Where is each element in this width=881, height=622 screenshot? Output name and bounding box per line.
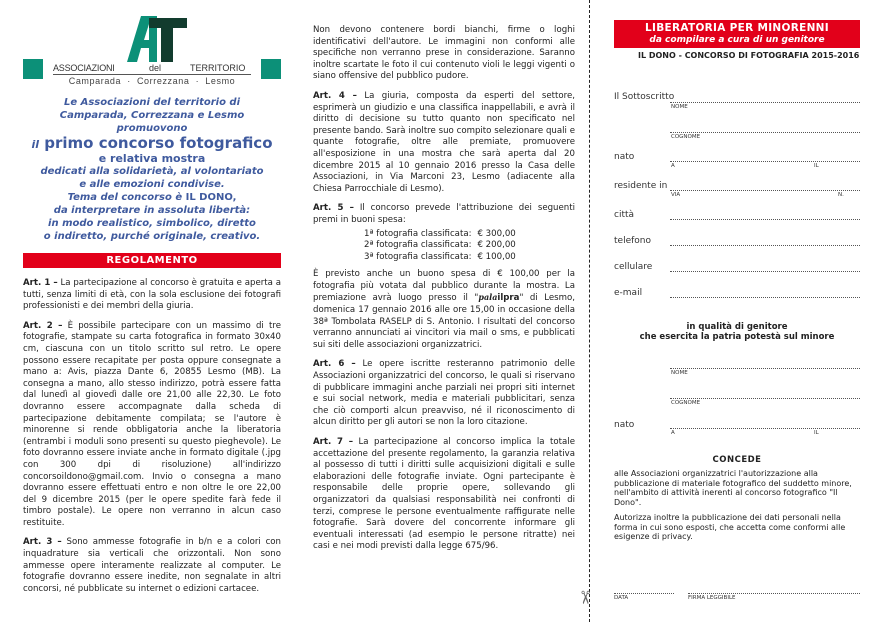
role-line: che esercita la patria potestà sul minore bbox=[639, 332, 835, 342]
article-text: La partecipazione al concorso è gratuita e aperta a tutti, senza limiti di età, con la sola esclusione dei fotografi professionisti e dei membri della giuria. bbox=[23, 278, 281, 312]
logo-square-left bbox=[23, 59, 43, 79]
article-3-continued bbox=[313, 25, 575, 83]
field-hint: A bbox=[671, 163, 675, 169]
regolamento-banner: REGOLAMENTO bbox=[23, 253, 281, 268]
palailpra-logo-ilpra: ilpra bbox=[497, 293, 520, 304]
field-hint: FIRMA LEGGIBILE bbox=[688, 595, 736, 601]
input-line[interactable] bbox=[614, 593, 674, 594]
input-line[interactable] bbox=[670, 190, 860, 191]
article-5 bbox=[313, 203, 575, 226]
input-line[interactable] bbox=[670, 219, 860, 220]
field-hint: IL bbox=[814, 430, 819, 436]
intro-headline-prefix: il bbox=[31, 138, 40, 151]
prize-item bbox=[364, 240, 575, 252]
prize-amount: € 100,00 bbox=[477, 251, 516, 262]
article-text: La giuria, composta da esperti del settore, esprimerà un giudizio e una classifica inappellabili, e avrà il diritto di decisione su tutto quanto non specificato nel presente bando. Sarà inoltre suo compito selezionare quali e quante fotografie, oltre alle premiate, promuovere all'esposizione in una mostra che sarà aperta dal 20 dicembre 2015 al 10 gennaio 2016 presso la Casa delle Associazioni, in Via Marconi 23, Lesmo (adiacente alla Chiesa Parrocchiale di Lesmo). bbox=[313, 90, 576, 194]
article-3 bbox=[23, 537, 281, 595]
article-text: La partecipazione al concorso implica la totale accettazione del presente regolamento, la garanzia relativa al possesso di tutti i diritti sulle acquisizioni digitali e sulle elaborazioni delle fotografie inviate. Ogni partecipante è responsabile delle proprie opere, sollevando gli organizzatori da qualsiasi responsabilità nei confronti di terzi, comprese le persone eventualmente raffigurate nelle fotografie. Sarà dovere del concorrente informare gli eventuali interessati (ad esempio le persone ritratte) nei casi e nei modi previsti dalla legge 675/96. bbox=[313, 437, 575, 552]
articles-col2 bbox=[313, 25, 575, 561]
prize-list bbox=[364, 229, 575, 264]
input-line[interactable] bbox=[670, 102, 860, 103]
article-label: Art. 4 – bbox=[313, 90, 357, 101]
logo-towns: Camparada · Correzzana · Lesmo bbox=[68, 76, 236, 86]
article-text: " di Lesmo, domenica 17 gennaio 2016 alle ore 15,00 in occasione della 38ª Tombolata RASELP di S. Antonio. I risultati del concorso verranno annunciati ai vincitori via mail o sms, e pubblicati sui siti delle associazioni organizzatrici. bbox=[313, 293, 575, 350]
input-line[interactable] bbox=[670, 132, 860, 133]
input-line[interactable] bbox=[670, 161, 860, 162]
logo-word-del: del bbox=[149, 63, 162, 73]
field-hint: N. bbox=[838, 192, 844, 198]
intro-line: e alle emozioni condivise. bbox=[79, 179, 225, 190]
article-7 bbox=[313, 437, 575, 553]
form-contest-title: IL DONO - CONCORSO DI FOTOGRAFIA 2015-2016 bbox=[638, 51, 860, 60]
field-hint: IL bbox=[814, 163, 819, 169]
scissors-icon: ✂ bbox=[574, 589, 596, 606]
article-label: Art. 3 – bbox=[23, 537, 62, 548]
prize-amount: € 300,00 bbox=[477, 228, 516, 239]
associazioni-logo bbox=[23, 16, 281, 84]
prize-place: 3ª fotografia classificata: bbox=[364, 251, 472, 262]
intro-headline-main: primo concorso fotografico bbox=[44, 134, 273, 152]
date-field[interactable] bbox=[614, 593, 674, 601]
field-hint: NOME bbox=[671, 104, 688, 110]
input-line[interactable] bbox=[670, 271, 860, 272]
input-line[interactable] bbox=[688, 593, 860, 594]
article-label: Art. 2 – bbox=[23, 320, 63, 331]
logo-rule bbox=[53, 74, 251, 75]
prize-item bbox=[364, 229, 575, 241]
field-label: città bbox=[614, 210, 635, 220]
field-hint: VIA bbox=[671, 192, 681, 198]
article-text: È possibile partecipare con un massimo di tre fotografie, stampate su carta fotografica in formato 30x40 cm, ciascuna con un titolo scritto sul retro. Le opere possono essere recapitate per posta oppure consegnate a mano a: Avis, piazza Dante 6, 20855 Lesmo (MB). La consegna a mano, allo stesso indirizzo, potrà essere fatta dal lunedì al giovedì dalle ore 21,00 alle 22,30. Le foto dovranno essere accompagnate dalla scheda di partecipazione debitamente compilata; se l'autore è minorenne si rende obbligatoria anche la liberatoria (entrambi i moduli sono presenti su questo pieghevole). Le foto dovranno essere inviate anche in formato digitale (.jpg con 300 dpi di risoluzione) all'indirizzo concorsoildono@gmail.com. Invio o consegna a mano dovranno essere effettuati entro e non oltre le ore 22,00 del 9 dicembre 2015 (per le opere spedite farà fede il timbro postale). Le opere non verranno in alcun caso restituite. bbox=[23, 320, 282, 528]
field-label: residente in bbox=[614, 181, 668, 191]
field-label: nato bbox=[614, 420, 635, 430]
field-label: nato bbox=[614, 152, 635, 162]
intro-theme: IL DONO, bbox=[185, 192, 237, 203]
input-line[interactable] bbox=[670, 398, 860, 399]
article-text: Non devono contenere bordi bianchi, firme o loghi identificativi dell'autore. Le immagini non conformi alle specifiche non verranno prese in considerazione. Saranno inoltre scartate le foto il cui contenuto violi le leggi vigenti o siano offensive del pubblico pudore. bbox=[313, 25, 575, 82]
input-line[interactable] bbox=[670, 428, 860, 429]
privacy-text: Autorizza inoltre la pubblicazione dei dati personali nella forma in cui sono esposti, che accetta come conformi alle esigenze di privacy. bbox=[614, 513, 846, 541]
prize-place: 1ª fotografia classificata: bbox=[364, 228, 472, 239]
form-subtitle: da compilare a cura di un genitore bbox=[649, 35, 825, 45]
article-text: È previsto anche un buono spesa di € 100,00 per la fotografia più votata dal pubblico durante la mostra. La premiazione avrà luogo presso il " bbox=[313, 269, 575, 304]
article-2 bbox=[23, 321, 281, 530]
field-hint: A bbox=[671, 430, 675, 436]
article-5-continued bbox=[313, 269, 575, 351]
logo-word-territorio: TERRITORIO bbox=[190, 63, 246, 73]
field-label: cellulare bbox=[614, 262, 653, 272]
article-text: Le opere iscritte resteranno patrimonio delle Associazioni organizzatrici del concorso, le quali si riservano di pubblicare immagini anche parziali nei propri siti internet e sui social network, media e materiali pubblicitari, senza che ciò comporti alcun preavviso, né il riconoscimento di alcun diritto per gli autori se non la loro citazione. bbox=[313, 359, 575, 428]
intro-line: Camparada, Correzzana e Lesmo bbox=[59, 110, 245, 121]
field-label: e-mail bbox=[614, 288, 643, 298]
logo-word-associazioni: ASSOCIAZIONI bbox=[53, 63, 115, 73]
concede-text: alle Associazioni organizzatrici l'autorizzazione alla pubblicazione di materiale fotografico del suddetto minore, nell'ambito di attività inerenti al concorso fotografico "Il Dono". bbox=[614, 469, 852, 507]
input-line[interactable] bbox=[670, 245, 860, 246]
article-text: Sono ammesse fotografie in b/n e a colori con inquadrature sia verticali che orizzontali. Non sono ammesse opere interamente realizzate al computer. Le fotografie dovranno essere inedite, non segnalate in altri concorsi, né pubblicate su internet o edizioni cartacee. bbox=[23, 537, 282, 594]
field-hint: NOME bbox=[671, 370, 688, 376]
field-label: telefono bbox=[614, 236, 651, 246]
article-6 bbox=[313, 359, 575, 429]
logo-at-mark bbox=[127, 16, 187, 62]
concede-heading: CONCEDE bbox=[712, 455, 762, 465]
input-line[interactable] bbox=[670, 297, 860, 298]
cut-line bbox=[589, 0, 590, 622]
intro-line: dedicati alla solidarietà, al volontariato bbox=[40, 166, 264, 177]
intro-line: Le Associazioni del territorio di bbox=[63, 97, 241, 108]
role-line: in qualità di genitore bbox=[686, 322, 788, 332]
intro-headline bbox=[23, 135, 281, 153]
article-text: Il concorso prevede l'attribuzione dei seguenti premi in buoni spesa: bbox=[313, 203, 575, 225]
article-label: Art. 6 – bbox=[313, 359, 356, 370]
intro-line: promuovono bbox=[116, 123, 188, 134]
intro-subheadline: e relativa mostra bbox=[98, 152, 206, 165]
intro-line: in modo realistico, simbolico, diretto bbox=[48, 218, 256, 229]
article-label: Art. 5 – bbox=[313, 203, 354, 214]
field-hint: DATA bbox=[614, 595, 629, 601]
articles-col1 bbox=[23, 278, 281, 603]
article-4 bbox=[313, 91, 575, 195]
article-label: Art. 7 – bbox=[313, 437, 354, 447]
article-1 bbox=[23, 278, 281, 313]
article-label: Art. 1 – bbox=[23, 278, 58, 288]
parent-role-note bbox=[614, 322, 860, 342]
prize-place: 2ª fotografia classificata: bbox=[364, 240, 472, 251]
prize-amount: € 200,00 bbox=[477, 240, 516, 251]
concede-text-block bbox=[614, 469, 860, 548]
signature-field[interactable] bbox=[688, 593, 860, 601]
intro-block bbox=[23, 96, 281, 243]
logo-square-right bbox=[261, 59, 281, 79]
prize-item bbox=[364, 252, 575, 264]
intro-line: da interpretare in assoluta libertà: bbox=[53, 205, 251, 216]
intro-theme-line bbox=[23, 191, 281, 204]
intro-theme-prefix: Tema del concorso è bbox=[67, 192, 183, 203]
field-label: Il Sottoscritto bbox=[614, 92, 675, 102]
intro-line: o indiretto, purché originale, creativo. bbox=[43, 231, 261, 242]
form-banner bbox=[614, 20, 860, 48]
input-line[interactable] bbox=[670, 368, 860, 369]
palailpra-logo-pala: pala bbox=[478, 292, 498, 303]
field-hint: COGNOME bbox=[671, 134, 701, 140]
field-hint: COGNOME bbox=[671, 400, 701, 406]
form-title: LIBERATORIA PER MINORENNI bbox=[645, 22, 829, 34]
